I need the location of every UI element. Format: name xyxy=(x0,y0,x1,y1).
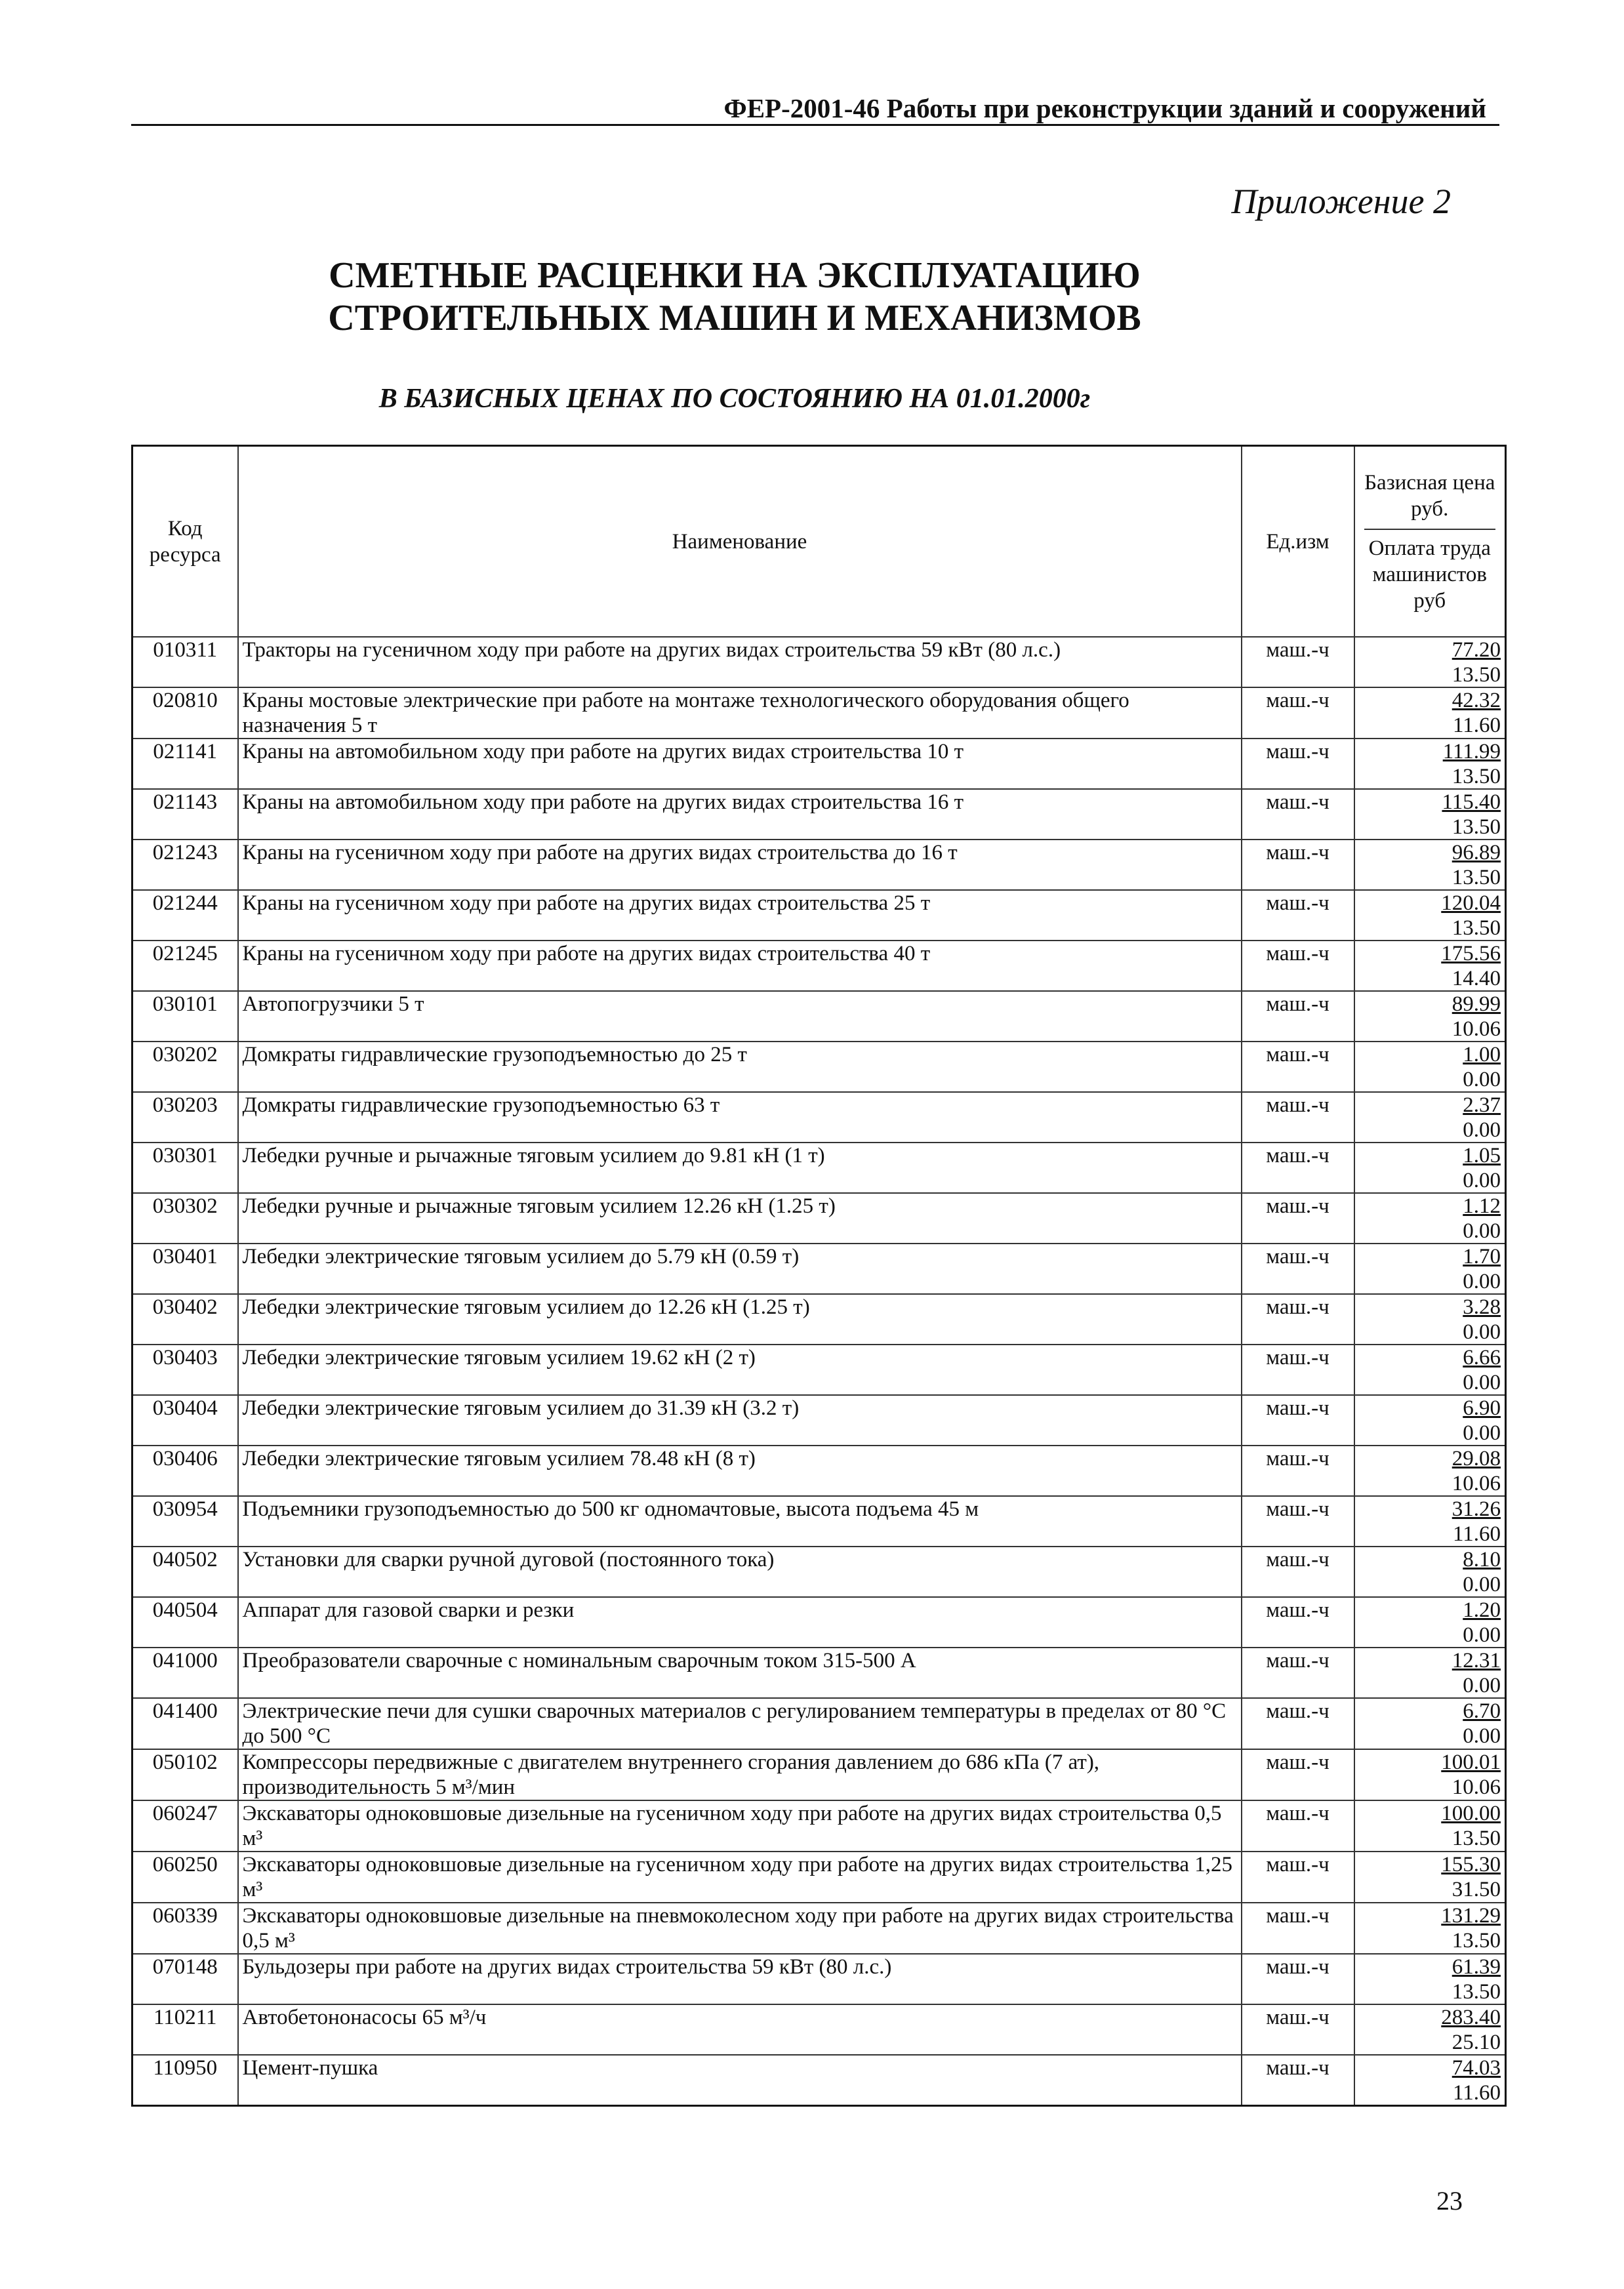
resource-name: Краны на гусеничном ходу при работе на других видах строительства до 16 т xyxy=(238,840,1242,890)
base-price: 29.08 xyxy=(1451,1447,1501,1470)
labor-cost: 11.60 xyxy=(1452,714,1501,737)
price-cell xyxy=(1354,2004,1506,2055)
price-cell xyxy=(1354,1547,1506,1597)
resource-code: 030406 xyxy=(132,1446,238,1496)
price-cell xyxy=(1354,1193,1506,1244)
table-header-row xyxy=(132,446,1506,638)
rates-table xyxy=(131,445,1507,2107)
unit: маш.-ч xyxy=(1242,1800,1354,1852)
base-price: 77.20 xyxy=(1451,638,1501,662)
resource-code: 021243 xyxy=(132,840,238,890)
resource-code: 030203 xyxy=(132,1092,238,1143)
price-cell xyxy=(1354,890,1506,941)
table-row xyxy=(132,1800,1506,1852)
resource-name: Экскаваторы одноковшовые дизельные на гусеничном ходу при работе на других видах строительства 0,5 м³ xyxy=(238,1800,1242,1852)
base-price: 96.89 xyxy=(1451,841,1501,864)
table-row xyxy=(132,1597,1506,1648)
labor-cost: 13.50 xyxy=(1451,815,1501,839)
unit: маш.-ч xyxy=(1242,2004,1354,2055)
column-header-code: Код ресурса xyxy=(132,446,238,638)
resource-name: Домкраты гидравлические грузоподъемностью 63 т xyxy=(238,1092,1242,1143)
resource-name: Краны на автомобильном ходу при работе на других видах строительства 10 т xyxy=(238,739,1242,789)
document-title xyxy=(197,254,1272,340)
resource-name: Лебедки электрические тяговым усилием до 5.79 кН (0.59 т) xyxy=(238,1244,1242,1294)
resource-code: 021245 xyxy=(132,941,238,991)
resource-code: 021244 xyxy=(132,890,238,941)
labor-cost: 0.00 xyxy=(1463,1573,1501,1596)
resource-code: 030302 xyxy=(132,1193,238,1244)
base-price: 6.66 xyxy=(1463,1346,1501,1369)
unit: маш.-ч xyxy=(1242,1597,1354,1648)
base-price: 1.00 xyxy=(1463,1043,1501,1066)
price-cell xyxy=(1354,1597,1506,1648)
resource-name: Аппарат для газовой сварки и резки xyxy=(238,1597,1242,1648)
title-line-2: СТРОИТЕЛЬНЫХ МАШИН И МЕХАНИЗМОВ xyxy=(328,298,1141,338)
resource-name: Автобетононасосы 65 м³/ч xyxy=(238,2004,1242,2055)
table-row xyxy=(132,890,1506,941)
table-row xyxy=(132,687,1506,739)
resource-code: 021141 xyxy=(132,739,238,789)
resource-code: 041400 xyxy=(132,1698,238,1749)
unit: маш.-ч xyxy=(1242,1547,1354,1597)
labor-cost: 0.00 xyxy=(1463,1320,1501,1344)
table-row xyxy=(132,1193,1506,1244)
page-number: 23 xyxy=(1436,2186,1463,2216)
unit: маш.-ч xyxy=(1242,739,1354,789)
price-cell xyxy=(1354,1244,1506,1294)
labor-cost: 13.50 xyxy=(1451,916,1501,940)
resource-name: Лебедки ручные и рычажные тяговым усилием 12.26 кН (1.25 т) xyxy=(238,1193,1242,1244)
price-cell xyxy=(1354,1294,1506,1345)
resource-code: 041000 xyxy=(132,1648,238,1698)
table-row xyxy=(132,789,1506,840)
base-price: 1.05 xyxy=(1463,1144,1501,1167)
resource-code: 070148 xyxy=(132,1954,238,2004)
table-row xyxy=(132,1496,1506,1547)
resource-name: Краны на гусеничном ходу при работе на других видах строительства 25 т xyxy=(238,890,1242,941)
resource-code: 040502 xyxy=(132,1547,238,1597)
resource-name: Цемент-пушка xyxy=(238,2055,1242,2106)
column-header-divider xyxy=(1364,529,1496,530)
price-cell xyxy=(1354,941,1506,991)
resource-code: 030202 xyxy=(132,1042,238,1092)
title-line-1: СМЕТНЫЕ РАСЦЕНКИ НА ЭКСПЛУАТАЦИЮ xyxy=(329,255,1141,296)
resource-code: 030301 xyxy=(132,1143,238,1193)
price-cell xyxy=(1354,1852,1506,1903)
base-price: 100.00 xyxy=(1441,1802,1501,1825)
unit: маш.-ч xyxy=(1242,890,1354,941)
resource-code: 060247 xyxy=(132,1800,238,1852)
price-cell xyxy=(1354,1446,1506,1496)
price-cell xyxy=(1354,1903,1506,1954)
unit: маш.-ч xyxy=(1242,1042,1354,1092)
base-price: 283.40 xyxy=(1441,2006,1501,2029)
labor-cost: 0.00 xyxy=(1463,1623,1501,1647)
resource-code: 110211 xyxy=(132,2004,238,2055)
table-row xyxy=(132,1954,1506,2004)
resource-name: Домкраты гидравлические грузоподъемностью до 25 т xyxy=(238,1042,1242,1092)
table-row xyxy=(132,1749,1506,1800)
resource-code: 030401 xyxy=(132,1244,238,1294)
unit: маш.-ч xyxy=(1242,1092,1354,1143)
table-row xyxy=(132,1143,1506,1193)
resource-name: Краны на автомобильном ходу при работе на других видах строительства 16 т xyxy=(238,789,1242,840)
table-row xyxy=(132,1244,1506,1294)
labor-cost: 13.50 xyxy=(1451,1929,1501,1953)
labor-cost: 0.00 xyxy=(1463,1068,1501,1091)
resource-name: Лебедки электрические тяговым усилием до 31.39 кН (3.2 т) xyxy=(238,1395,1242,1446)
price-cell xyxy=(1354,840,1506,890)
unit: маш.-ч xyxy=(1242,1345,1354,1395)
table-row xyxy=(132,1648,1506,1698)
unit: маш.-ч xyxy=(1242,1698,1354,1749)
labor-cost: 13.50 xyxy=(1451,1980,1501,2004)
resource-name: Подъемники грузоподъемностью до 500 кг одномачтовые, высота подъема 45 м xyxy=(238,1496,1242,1547)
base-price: 31.26 xyxy=(1451,1497,1501,1521)
price-cell xyxy=(1354,1749,1506,1800)
base-price: 6.70 xyxy=(1463,1699,1501,1723)
resource-name: Лебедки электрические тяговым усилием 19.62 кН (2 т) xyxy=(238,1345,1242,1395)
column-header-price xyxy=(1354,446,1506,638)
unit: маш.-ч xyxy=(1242,1903,1354,1954)
resource-name: Установки для сварки ручной дуговой (постоянного тока) xyxy=(238,1547,1242,1597)
price-cell xyxy=(1354,789,1506,840)
unit: маш.-ч xyxy=(1242,991,1354,1042)
table-row xyxy=(132,840,1506,890)
table-row xyxy=(132,941,1506,991)
labor-cost: 10.06 xyxy=(1451,1017,1501,1041)
resource-name: Автопогрузчики 5 т xyxy=(238,991,1242,1042)
column-header-name: Наименование xyxy=(238,446,1242,638)
table-body xyxy=(132,637,1506,2106)
base-price: 131.29 xyxy=(1441,1904,1501,1928)
labor-cost: 13.50 xyxy=(1451,1827,1501,1850)
resource-code: 060339 xyxy=(132,1903,238,1954)
base-price: 155.30 xyxy=(1441,1853,1501,1876)
table-row xyxy=(132,739,1506,789)
document-subtitle: В БАЗИСНЫХ ЦЕНАХ ПО СОСТОЯНИЮ НА 01.01.2000г xyxy=(378,384,1091,414)
resource-code: 110950 xyxy=(132,2055,238,2106)
unit: маш.-ч xyxy=(1242,1648,1354,1698)
labor-cost: 11.60 xyxy=(1452,2081,1501,2105)
price-cell xyxy=(1354,1954,1506,2004)
resource-code: 030101 xyxy=(132,991,238,1042)
labor-cost: 0.00 xyxy=(1463,1371,1501,1394)
resource-code: 020810 xyxy=(132,687,238,739)
unit: маш.-ч xyxy=(1242,1193,1354,1244)
price-cell xyxy=(1354,1800,1506,1852)
base-price: 42.32 xyxy=(1451,689,1501,712)
running-header: ФЕР-2001-46 Работы при реконструкции зданий и сооружений xyxy=(131,91,1499,126)
unit: маш.-ч xyxy=(1242,1954,1354,2004)
labor-cost: 14.40 xyxy=(1451,967,1501,990)
base-price: 2.37 xyxy=(1463,1093,1501,1117)
resource-name: Преобразователи сварочные с номинальным сварочным током 315-500 А xyxy=(238,1648,1242,1698)
labor-cost: 0.00 xyxy=(1463,1724,1501,1748)
resource-name: Краны на гусеничном ходу при работе на других видах строительства 40 т xyxy=(238,941,1242,991)
table-row xyxy=(132,1698,1506,1749)
unit: маш.-ч xyxy=(1242,1294,1354,1345)
base-price: 1.20 xyxy=(1463,1598,1501,1622)
base-price: 175.56 xyxy=(1441,942,1501,965)
column-header-base-price: Базисная цена руб. xyxy=(1364,470,1495,521)
resource-name: Лебедки электрические тяговым усилием до 12.26 кН (1.25 т) xyxy=(238,1294,1242,1345)
unit: маш.-ч xyxy=(1242,941,1354,991)
resource-name: Компрессоры передвижные с двигателем внутреннего сгорания давлением до 686 кПа (7 ат), производительность 5 м³/мин xyxy=(238,1749,1242,1800)
base-price: 1.70 xyxy=(1463,1245,1501,1268)
resource-code: 030403 xyxy=(132,1345,238,1395)
base-price: 6.90 xyxy=(1463,1396,1501,1420)
labor-cost: 10.06 xyxy=(1451,1775,1501,1799)
unit: маш.-ч xyxy=(1242,1749,1354,1800)
resource-code: 030402 xyxy=(132,1294,238,1345)
resource-code: 050102 xyxy=(132,1749,238,1800)
resource-name: Лебедки электрические тяговым усилием 78.48 кН (8 т) xyxy=(238,1446,1242,1496)
labor-cost: 25.10 xyxy=(1451,2031,1501,2054)
base-price: 12.31 xyxy=(1451,1649,1501,1672)
price-cell xyxy=(1354,1345,1506,1395)
base-price: 61.39 xyxy=(1451,1955,1501,1979)
table-row xyxy=(132,1345,1506,1395)
base-price: 120.04 xyxy=(1441,891,1501,915)
resource-name: Экскаваторы одноковшовые дизельные на гусеничном ходу при работе на других видах строительства 1,25 м³ xyxy=(238,1852,1242,1903)
resource-code: 010311 xyxy=(132,637,238,687)
resource-code: 030954 xyxy=(132,1496,238,1547)
base-price: 74.03 xyxy=(1451,2056,1501,2080)
table-row xyxy=(132,1446,1506,1496)
unit: маш.-ч xyxy=(1242,1143,1354,1193)
resource-name: Тракторы на гусеничном ходу при работе на других видах строительства 59 кВт (80 л.с.) xyxy=(238,637,1242,687)
resource-name: Бульдозеры при работе на других видах строительства 59 кВт (80 л.с.) xyxy=(238,1954,1242,2004)
price-cell xyxy=(1354,1042,1506,1092)
resource-name: Краны мостовые электрические при работе на монтаже технологического оборудования общего назначения 5 т xyxy=(238,687,1242,739)
labor-cost: 0.00 xyxy=(1463,1421,1501,1445)
base-price: 8.10 xyxy=(1463,1548,1501,1571)
table-row xyxy=(132,991,1506,1042)
base-price: 100.01 xyxy=(1441,1751,1501,1774)
price-cell xyxy=(1354,687,1506,739)
unit: маш.-ч xyxy=(1242,2055,1354,2106)
table-row xyxy=(132,1547,1506,1597)
resource-code: 040504 xyxy=(132,1597,238,1648)
base-price: 3.28 xyxy=(1463,1295,1501,1319)
unit: маш.-ч xyxy=(1242,1244,1354,1294)
resource-name: Электрические печи для сушки сварочных материалов с регулированием температуры в пределах от 80 °С до 500 °С xyxy=(238,1698,1242,1749)
table-row xyxy=(132,1852,1506,1903)
price-cell xyxy=(1354,991,1506,1042)
labor-cost: 0.00 xyxy=(1463,1118,1501,1142)
unit: маш.-ч xyxy=(1242,687,1354,739)
table-row xyxy=(132,1092,1506,1143)
table-row xyxy=(132,1294,1506,1345)
resource-name: Экскаваторы одноковшовые дизельные на пневмоколесном ходу при работе на других видах строительства 0,5 м³ xyxy=(238,1903,1242,1954)
table-row xyxy=(132,1395,1506,1446)
labor-cost: 11.60 xyxy=(1452,1522,1501,1546)
labor-cost: 0.00 xyxy=(1463,1674,1501,1697)
resource-name: Лебедки ручные и рычажные тяговым усилием до 9.81 кН (1 т) xyxy=(238,1143,1242,1193)
unit: маш.-ч xyxy=(1242,1852,1354,1903)
unit: маш.-ч xyxy=(1242,789,1354,840)
column-header-labor-cost: Оплата труда машинистов руб xyxy=(1368,536,1491,613)
appendix-label: Приложение 2 xyxy=(1231,182,1451,221)
table-row xyxy=(132,2004,1506,2055)
unit: маш.-ч xyxy=(1242,637,1354,687)
base-price: 115.40 xyxy=(1442,790,1501,814)
price-cell xyxy=(1354,1648,1506,1698)
unit: маш.-ч xyxy=(1242,1496,1354,1547)
labor-cost: 13.50 xyxy=(1451,866,1501,889)
base-price: 111.99 xyxy=(1442,740,1501,763)
price-cell xyxy=(1354,1496,1506,1547)
labor-cost: 10.06 xyxy=(1451,1472,1501,1495)
price-cell xyxy=(1354,1143,1506,1193)
price-cell xyxy=(1354,637,1506,687)
price-cell xyxy=(1354,739,1506,789)
table-row xyxy=(132,1903,1506,1954)
base-price: 1.12 xyxy=(1463,1194,1501,1218)
labor-cost: 0.00 xyxy=(1463,1219,1501,1243)
unit: маш.-ч xyxy=(1242,1446,1354,1496)
labor-cost: 13.50 xyxy=(1451,765,1501,788)
price-cell xyxy=(1354,1698,1506,1749)
base-price: 89.99 xyxy=(1451,992,1501,1016)
price-cell xyxy=(1354,1395,1506,1446)
labor-cost: 13.50 xyxy=(1451,663,1501,687)
resource-code: 030404 xyxy=(132,1395,238,1446)
price-cell xyxy=(1354,2055,1506,2106)
labor-cost: 0.00 xyxy=(1463,1270,1501,1293)
unit: маш.-ч xyxy=(1242,840,1354,890)
resource-code: 060250 xyxy=(132,1852,238,1903)
resource-code: 021143 xyxy=(132,789,238,840)
table-row xyxy=(132,637,1506,687)
labor-cost: 31.50 xyxy=(1451,1878,1501,1901)
column-header-unit: Ед.изм xyxy=(1242,446,1354,638)
price-cell xyxy=(1354,1092,1506,1143)
unit: маш.-ч xyxy=(1242,1395,1354,1446)
table-row xyxy=(132,1042,1506,1092)
labor-cost: 0.00 xyxy=(1463,1169,1501,1192)
table-row xyxy=(132,2055,1506,2106)
